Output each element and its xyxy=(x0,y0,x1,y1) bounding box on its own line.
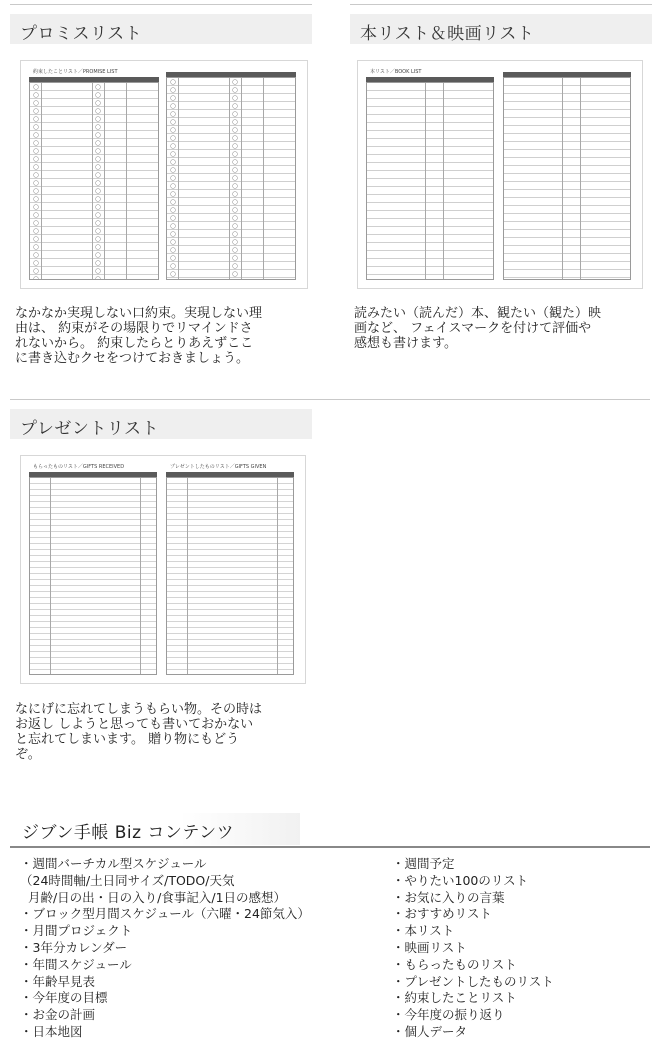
grid-divider xyxy=(580,78,581,279)
grid-divider xyxy=(263,78,264,279)
present-description: なにげに忘れてしまうもらい物。その時は お返し しようと思っても書いておかない と忘れてしまいます。 贈り物にもどう ぞ。 xyxy=(15,702,263,762)
grid-divider xyxy=(187,478,188,674)
contents-divider xyxy=(10,846,650,848)
thumb-grid xyxy=(166,77,296,280)
grid-divider xyxy=(92,83,93,279)
grid-divider xyxy=(41,83,42,279)
list-item: ・月間プロジェクト xyxy=(20,923,133,939)
thumb-page-label: もらったものリスト／GIFTS RECEIVED xyxy=(33,464,125,470)
thumb-grid xyxy=(29,82,159,280)
list-item: ・週間バーチカル型スケジュール xyxy=(20,856,207,871)
list-item: 月齢/日の出・日の入り/食事記入/1日の感想） xyxy=(20,889,287,905)
present-section-title: プレゼントリスト xyxy=(20,419,159,439)
list-item: ・約束したことリスト xyxy=(392,990,517,1006)
contents-title: ジブン手帳 Biz コンテンツ xyxy=(22,823,235,843)
list-item: ・週間予定 xyxy=(392,856,455,871)
grid-divider xyxy=(425,83,426,279)
grid-divider xyxy=(277,478,278,674)
list-item: ・映画リスト xyxy=(392,939,467,955)
grid-divider xyxy=(50,478,51,674)
thumb-grid xyxy=(503,77,631,280)
list-item: ・年齢早見表 xyxy=(20,973,96,989)
thumb-grid xyxy=(166,477,294,675)
section-divider xyxy=(10,399,650,400)
checkbox-column xyxy=(169,78,177,279)
checkbox-column xyxy=(231,78,239,279)
thumb-page-label: プレゼントしたものリスト／GIFTS GIVEN xyxy=(170,464,267,470)
thumb-page-label: 本リスト／BOOK LIST xyxy=(370,69,422,75)
list-item: ・個人データ xyxy=(392,1023,468,1039)
thumb-grid xyxy=(366,82,494,280)
grid-divider xyxy=(104,83,105,279)
grid-divider xyxy=(229,78,230,279)
grid-divider xyxy=(241,78,242,279)
thumb-page-left xyxy=(29,67,159,280)
list-item: ・お金の計画 xyxy=(20,1007,96,1023)
list-item: ・本リスト xyxy=(392,923,455,939)
list-item: ・おすすめリスト xyxy=(392,906,492,922)
present-list-thumbnail xyxy=(20,455,306,684)
thumb-page-label: 約束したことリスト／PROMISE LIST xyxy=(33,69,118,75)
list-item: ・プレゼントしたものリスト xyxy=(392,973,554,989)
grid-divider xyxy=(562,78,563,279)
list-item: ・3年分カレンダー xyxy=(20,939,128,955)
thumb-grid xyxy=(29,477,157,675)
section-divider xyxy=(10,4,312,5)
book-movie-list-thumbnail xyxy=(357,60,643,289)
promise-list-thumbnail xyxy=(20,60,308,289)
thumb-page-right xyxy=(503,67,631,280)
contents-list-right xyxy=(392,856,554,1041)
list-item: ・今年度の振り返り xyxy=(392,1007,505,1023)
promise-description: なかなか実現しない口約束。実現しない理 由は、 約束がその場限りでリマインドさ れないから。 約束したらとりあえずここ に書き込むクセをつけておきましょう。 xyxy=(15,306,263,366)
list-item: （24時間軸/土日同サイズ/TODO/天気 xyxy=(20,872,235,888)
grid-divider xyxy=(140,478,141,674)
contents-list-left xyxy=(20,856,310,1041)
checkbox-column xyxy=(32,83,40,279)
present-section-header xyxy=(10,409,312,439)
thumb-page-left xyxy=(366,67,494,280)
list-item: ・お気に入りの言葉 xyxy=(392,889,505,905)
list-item: ・やりたい100のリスト xyxy=(392,872,529,888)
thumb-page-left xyxy=(29,462,157,675)
list-item: ・日本地図 xyxy=(20,1023,83,1039)
list-item: ・今年度の目標 xyxy=(20,990,108,1006)
list-item: ・年間スケジュール xyxy=(20,956,132,972)
section-divider xyxy=(350,4,652,5)
thumb-page-right xyxy=(166,462,294,675)
list-item: ・もらったものリスト xyxy=(392,956,517,972)
book-movie-description: 読みたい（読んだ）本、観たい（観た）映 画など、 フェイスマークを付けて評価や 感想も書けます。 xyxy=(354,306,602,351)
promise-section-header xyxy=(10,14,312,44)
checkbox-column xyxy=(94,83,102,279)
list-item: ・ブロック型月間スケジュール（六曜・24節気入） xyxy=(20,906,310,922)
promise-section-title: プロミスリスト xyxy=(20,24,143,44)
book-movie-section-header xyxy=(350,14,652,44)
grid-divider xyxy=(126,83,127,279)
book-movie-section-title: 本リスト＆映画リスト xyxy=(360,24,535,44)
grid-divider xyxy=(443,83,444,279)
thumb-page-right xyxy=(166,67,296,280)
grid-divider xyxy=(178,78,179,279)
